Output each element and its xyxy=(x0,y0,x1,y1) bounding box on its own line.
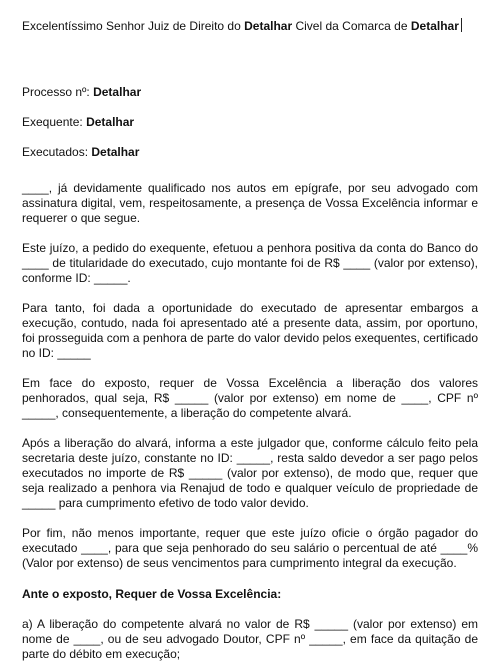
paragraph-liberacao: Em face do exposto, requer de Vossa Excelência a liberação dos valores penhorados, qual seja, R$ _____ (valor por extenso) em nome de ____, CPF nº _____, consequentemente, a liberação do competente alvará. xyxy=(22,376,478,420)
document-header xyxy=(22,18,478,34)
paragraph-penhora: Este juízo, a pedido do exequente, efetuou a penhora positiva da conta do Banco do ____ de titularidade do executado, cujo montante foi de R$ ____ (valor por extenso), conforme ID: _____. xyxy=(22,241,478,285)
field-processo xyxy=(22,85,478,100)
field-executados xyxy=(22,145,478,160)
field-label: Executados: xyxy=(22,145,92,159)
field-label: Processo nº: xyxy=(22,85,94,99)
paragraph-intro: ____, já devidamente qualificado nos autos em epígrafe, por seu advogado com assinatura digital, vem, respeitosamente, a presença de Vossa Excelência informar e requerer o que segue. xyxy=(22,181,478,225)
header-middle: Civel da Comarca de xyxy=(292,19,411,33)
field-label: Exequente: xyxy=(22,115,87,129)
conclusion-heading: Ante o exposto, Requer de Vossa Excelência: xyxy=(22,587,282,601)
paragraph-salario: Por fim, não menos importante, requer que este juízo oficie o órgão pagador do executado ____, para que seja penhorado do seu salário o percentual de até ____% (Valor por extenso) de seus vencimentos para cumprimento integral da execução. xyxy=(22,526,478,570)
header-placeholder-comarca[interactable]: Detalhar xyxy=(410,19,459,33)
field-value[interactable]: Detalhar xyxy=(86,115,135,129)
paragraph-embargos: Para tanto, foi dada a oportunidade do executado de apresentar embargos a execução, contudo, nada foi apresentado até a presente data, assim, por oportuno, foi prosseguida com a penhora de parte do valor devido pelos exequentes, certificado no ID: _____ xyxy=(22,301,478,360)
paragraph-renajud: Após a liberação do alvará, informa a este julgador que, conforme cálculo feito pela secretaria deste juízo, constante no ID: _____, resta saldo devedor a ser pago pelos executados no importe de R$ _____ (valor por extenso), de modo que, requer que seja realizado a penhora via Renajud de todo e qualquer veículo de propriedade de _____ para cumprimento efetivo de todo valor devido. xyxy=(22,436,478,510)
text-cursor xyxy=(461,18,462,32)
field-value[interactable]: Detalhar xyxy=(93,85,142,99)
header-prefix: Excelentíssimo Senhor Juiz de Direito do xyxy=(22,19,245,33)
header-placeholder-vara[interactable]: Detalhar xyxy=(244,19,293,33)
request-item-a: a) A liberação do competente alvará no valor de R$ _____ (valor por extenso) em nome de ____, ou de seu advogado Doutor, CPF nº _____, em face da quitação de parte do débito em execução; xyxy=(22,617,478,661)
field-exequente xyxy=(22,115,478,130)
field-value[interactable]: Detalhar xyxy=(91,145,140,159)
